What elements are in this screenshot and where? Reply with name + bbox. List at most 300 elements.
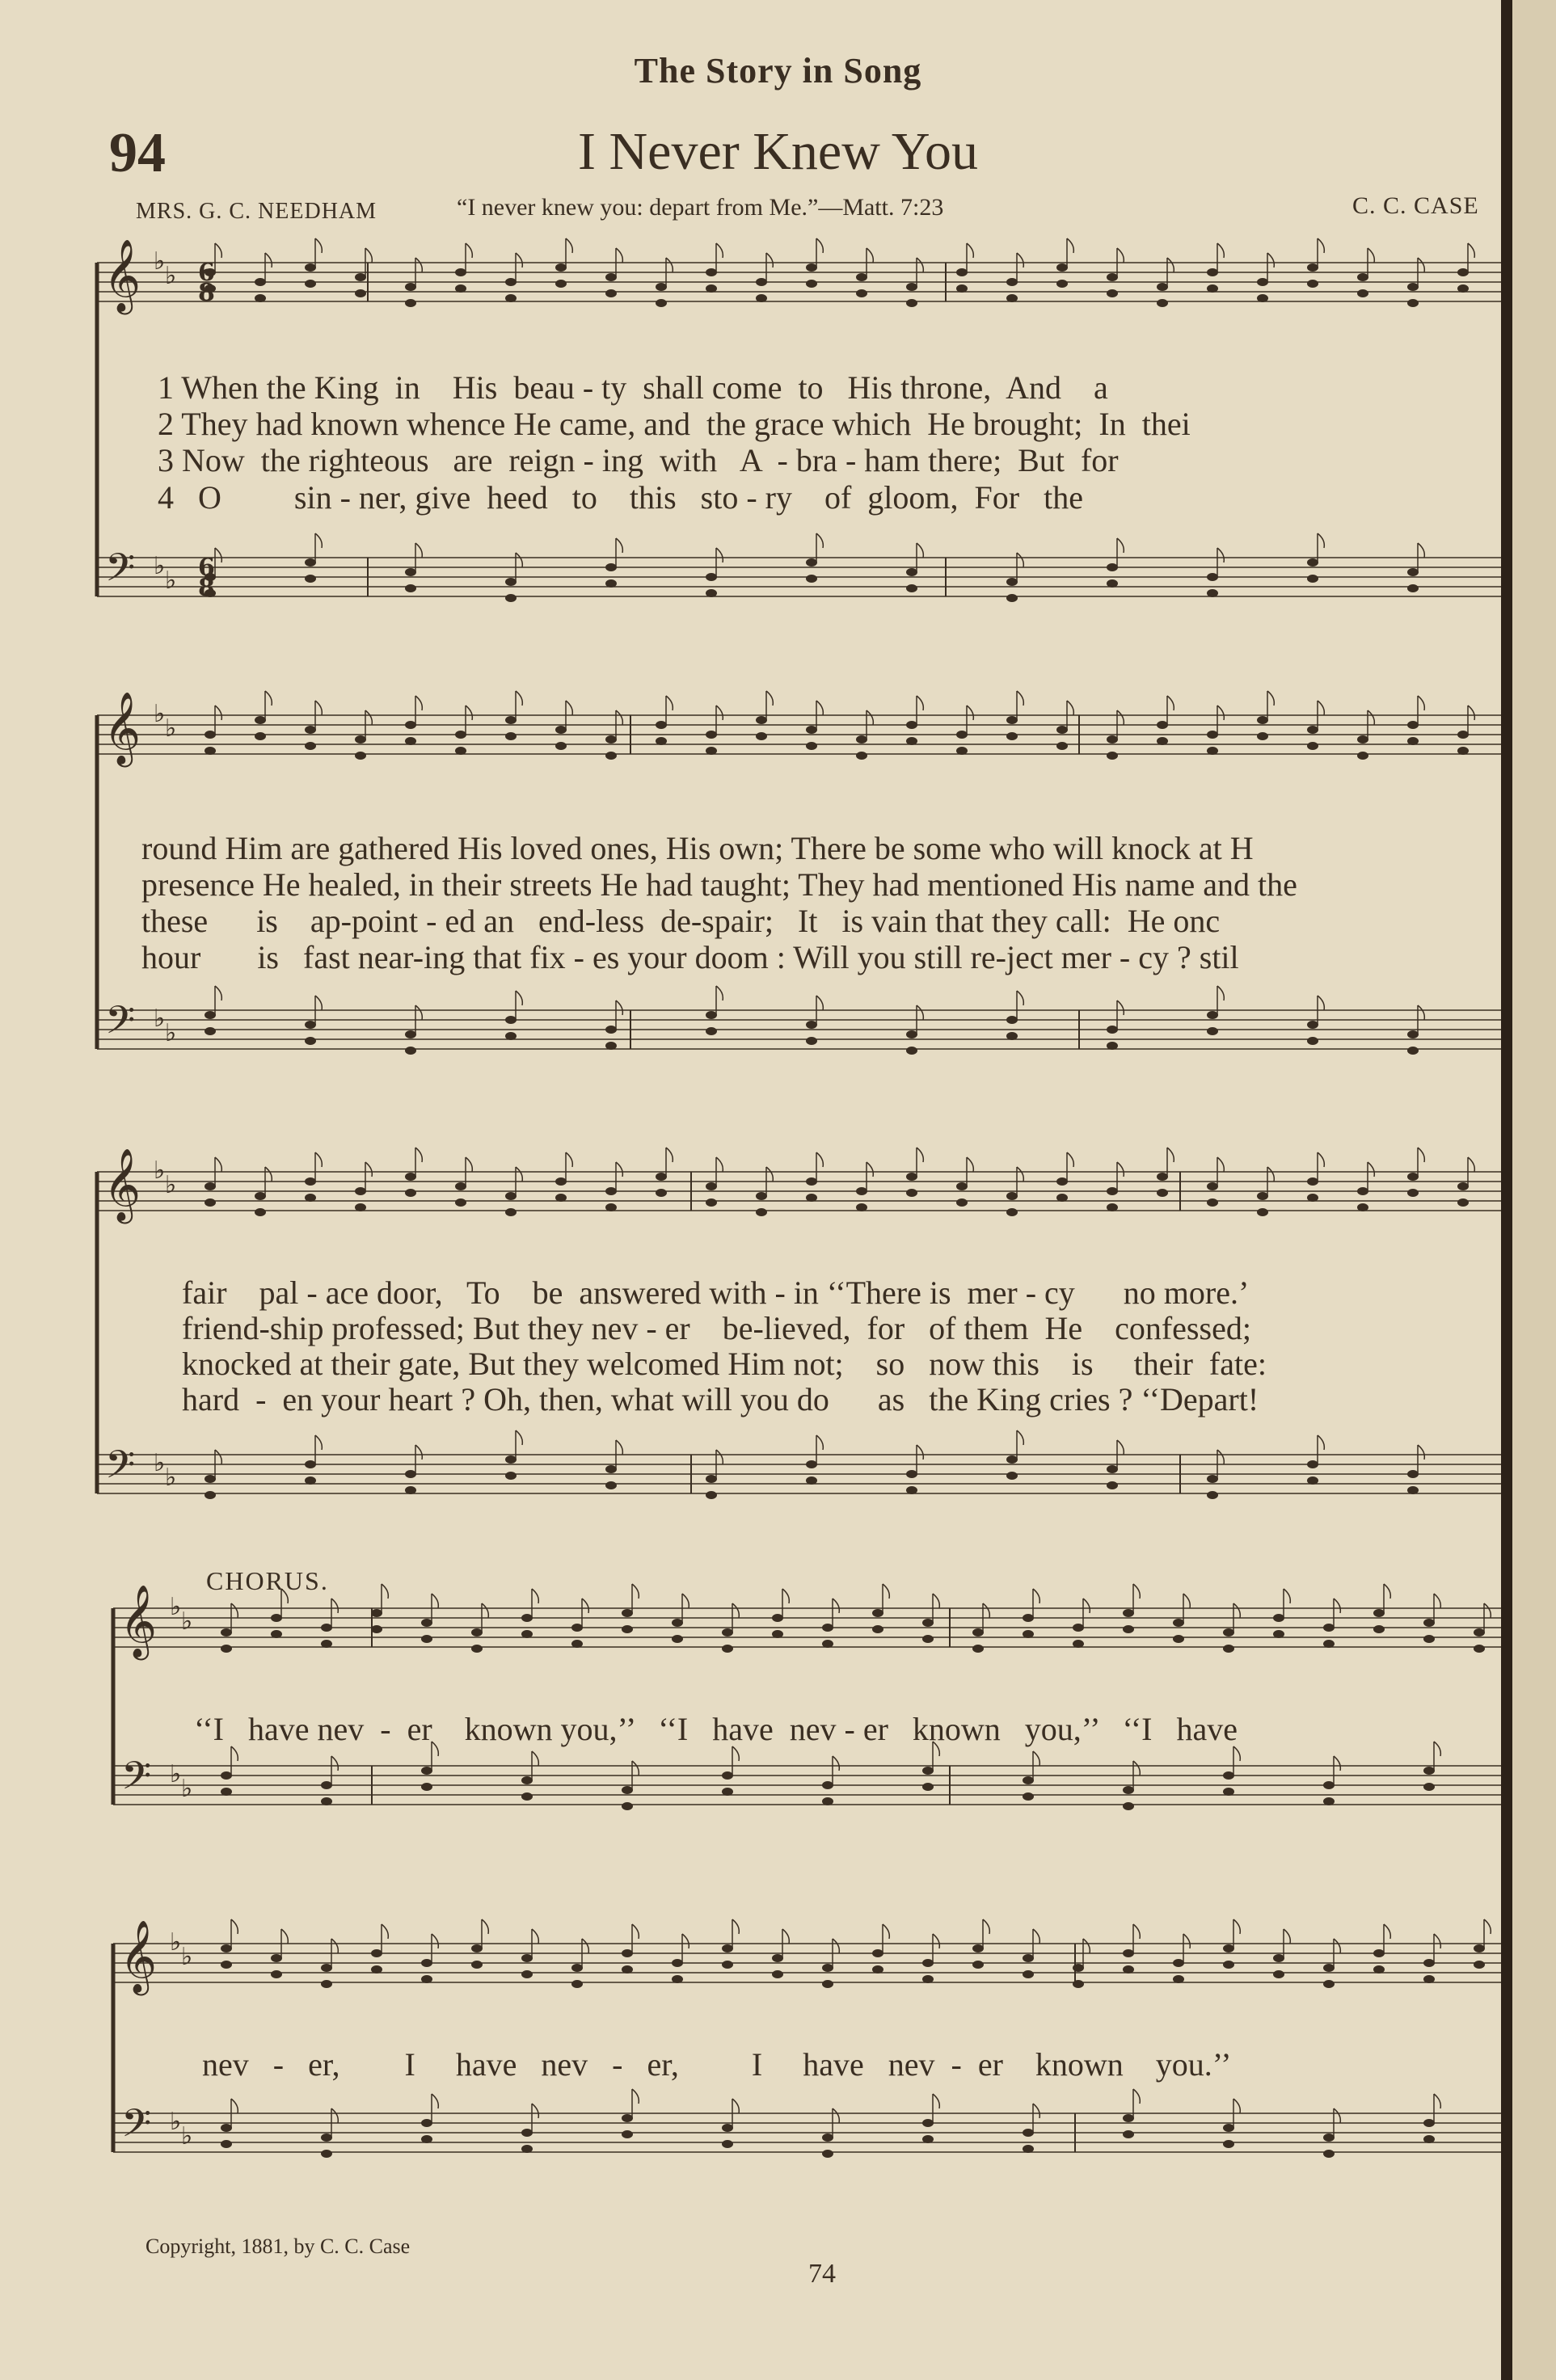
note-head [1023, 1776, 1034, 1784]
note-head [1056, 263, 1068, 272]
note-head [906, 299, 917, 307]
note-head [421, 1619, 432, 1627]
note-flag [516, 253, 522, 267]
note-head [1207, 284, 1218, 293]
note-head [1023, 1954, 1034, 1962]
copyright-notice: Copyright, 1881, by C. C. Case [145, 2235, 411, 2258]
note-head [772, 1954, 783, 1962]
chorus-label: CHORUS. [206, 1566, 329, 1595]
lyric-verse-3-line-3: knocked at their gate, But they welcomed Him not; so now this is their fate: [182, 1346, 1267, 1382]
note-head [305, 1037, 316, 1045]
note-head [706, 284, 717, 293]
note-flag [616, 538, 622, 553]
note-head [1457, 731, 1469, 739]
note-flag [666, 1148, 673, 1162]
note-flag [1217, 243, 1224, 258]
note-head [906, 1030, 917, 1038]
note-head [656, 1173, 667, 1181]
note-flag [532, 1751, 538, 1766]
note-head [906, 584, 917, 592]
note-head [656, 299, 667, 307]
note-head [305, 1021, 316, 1029]
note-head [822, 1781, 833, 1789]
note-flag [415, 543, 422, 558]
note-head [221, 2140, 232, 2148]
note-head [455, 284, 466, 293]
note-flag [1468, 706, 1474, 720]
note-head [1474, 1961, 1485, 1969]
note-head [1407, 1173, 1419, 1181]
note-head [205, 731, 216, 739]
note-flag [582, 1599, 588, 1613]
note-flag [1484, 1919, 1491, 1934]
note-head [1223, 2124, 1234, 2132]
note-flag [616, 710, 622, 725]
note-head [1173, 1959, 1184, 1967]
note-head [1257, 732, 1268, 740]
flat-sign: ♭ [154, 700, 166, 728]
note-head [1006, 278, 1018, 286]
flat-sign: ♭ [170, 1760, 182, 1788]
note-flag [1117, 538, 1124, 553]
note-head [856, 273, 867, 281]
note-head [571, 1640, 583, 1648]
note-head [956, 268, 968, 276]
note-head [756, 278, 767, 286]
note-head [1323, 2150, 1335, 2158]
note-head [1006, 1472, 1018, 1480]
note-head [756, 1192, 767, 1200]
note-head [1207, 268, 1218, 276]
note-head [255, 278, 266, 286]
note-flag [1368, 1162, 1374, 1177]
note-head [806, 1037, 817, 1045]
note-flag [1318, 701, 1324, 715]
note-head [806, 1476, 817, 1485]
note-head [706, 1491, 717, 1499]
note-head [906, 1047, 917, 1055]
note-flag [1183, 1934, 1190, 1948]
note-head [1407, 737, 1419, 745]
note-head [1223, 1771, 1234, 1780]
note-flag [1067, 701, 1073, 715]
note-flag [315, 1435, 322, 1450]
note-flag [1434, 1742, 1440, 1756]
note-head [906, 721, 917, 729]
note-flag [983, 1603, 989, 1618]
note-head [221, 1771, 232, 1780]
note-flag [382, 1924, 388, 1939]
note-flag [833, 1599, 839, 1613]
note-flag [1017, 691, 1023, 706]
note-head [355, 752, 366, 760]
note-flag [315, 996, 322, 1010]
note-flag [331, 1756, 338, 1771]
note-head [1056, 726, 1068, 734]
note-head [806, 1194, 817, 1202]
note-head [622, 2130, 633, 2138]
note-head [622, 1625, 633, 1633]
note-head [421, 1975, 432, 1983]
note-head [505, 716, 517, 724]
note-head [605, 752, 617, 760]
note-head [922, 1635, 934, 1643]
note-head [822, 1964, 833, 1972]
note-head [1257, 1208, 1268, 1216]
note-head [1373, 1609, 1385, 1617]
note-flag [1418, 1445, 1424, 1460]
note-head [221, 1645, 232, 1653]
note-head [355, 273, 366, 281]
note-flag [1167, 696, 1174, 710]
note-flag [1033, 2104, 1039, 2118]
note-head [1407, 299, 1419, 307]
note-flag [1368, 248, 1374, 263]
note-head [906, 283, 917, 291]
note-head [772, 1614, 783, 1622]
note-head [922, 1783, 934, 1791]
note-flag [265, 253, 272, 267]
note-flag [1117, 1440, 1124, 1455]
note-head [555, 280, 567, 288]
note-head [221, 1788, 232, 1796]
note-head [1173, 1975, 1184, 1983]
note-flag [1167, 1148, 1174, 1162]
note-flag [315, 238, 322, 253]
note-head [255, 1192, 266, 1200]
note-head [1023, 1792, 1034, 1801]
note-head [1107, 273, 1118, 281]
note-head [505, 1472, 517, 1480]
note-flag [231, 1746, 238, 1761]
note-head [1423, 1783, 1435, 1791]
note-head [1373, 1625, 1385, 1633]
note-head [906, 1173, 917, 1181]
note-flag [482, 1603, 488, 1618]
note-head [756, 716, 767, 724]
note-head [1323, 1964, 1335, 1972]
note-head [521, 1630, 533, 1638]
note-head [421, 2119, 432, 2127]
note-flag [816, 533, 823, 548]
note-head [1257, 278, 1268, 286]
note-flag [365, 710, 372, 725]
note-flag [1033, 1751, 1039, 1766]
note-flag [315, 533, 322, 548]
note-head [205, 1011, 216, 1019]
note-head [1307, 1021, 1318, 1029]
note-head [1223, 1788, 1234, 1796]
note-flag [1284, 1929, 1290, 1944]
note-head [321, 1624, 332, 1632]
note-flag [516, 991, 522, 1005]
note-flag [716, 548, 723, 562]
note-head [1107, 1042, 1118, 1050]
note-head [1107, 1465, 1118, 1473]
note-head [1207, 747, 1218, 755]
note-head [1423, 1975, 1435, 1983]
lyric-verse-2-line-2: presence He healed, in their streets He had taught; They had mentioned His name and the [141, 866, 1297, 903]
note-head [1323, 1624, 1335, 1632]
note-head [305, 558, 316, 567]
note-head [221, 1961, 232, 1969]
note-head [1207, 1182, 1218, 1190]
note-flag [582, 1939, 588, 1953]
note-head [672, 1619, 683, 1627]
note-head [1273, 1630, 1284, 1638]
note-flag [1133, 1924, 1140, 1939]
note-flag [967, 243, 973, 258]
note-head [922, 1767, 934, 1775]
treble-clef: 𝄞 [120, 1920, 158, 1993]
note-flag [1434, 1594, 1440, 1608]
note-head [1006, 1455, 1018, 1464]
note-head [405, 1173, 416, 1181]
note-head [605, 1187, 617, 1195]
note-head [305, 726, 316, 734]
note-head [221, 1944, 232, 1952]
note-flag [883, 1584, 889, 1599]
note-head [1307, 726, 1318, 734]
note-head [1207, 1491, 1218, 1499]
note-head [221, 1628, 232, 1637]
note-flag [331, 1939, 338, 1953]
note-head [305, 263, 316, 272]
note-head [205, 1198, 216, 1207]
note-head [1307, 263, 1318, 272]
note-head [1123, 2114, 1134, 2122]
note-head [622, 1949, 633, 1957]
note-head [1373, 1965, 1385, 1974]
note-head [906, 1189, 917, 1197]
note-flag [917, 1148, 923, 1162]
note-head [872, 1949, 883, 1957]
note-head [1207, 589, 1218, 597]
lyric-verse-2-line-3: friend-ship professed; But they nev - er be-lieved, for of them He confessed; [182, 1310, 1251, 1346]
note-head [1056, 742, 1068, 750]
note-flag [1318, 996, 1324, 1010]
note-head [555, 1177, 567, 1186]
lyric-verse-4-line-2: hour is fast near-ing that fix - es your doom : Will you still re-ject mer - cy ? stil [141, 939, 1239, 975]
note-flag [1318, 238, 1324, 253]
note-flag [1117, 248, 1124, 263]
note-head [1357, 289, 1368, 297]
note-flag [1217, 1157, 1224, 1172]
note-flag [883, 1924, 889, 1939]
note-head [1257, 1192, 1268, 1200]
note-flag [1217, 548, 1224, 562]
note-flag [1434, 1934, 1440, 1948]
note-flag [917, 1005, 923, 1020]
note-head [1223, 1961, 1234, 1969]
note-head [822, 2150, 833, 2158]
note-head [922, 2135, 934, 2143]
note-head [1107, 289, 1118, 297]
note-head [656, 1189, 667, 1197]
note-flag [532, 2104, 538, 2118]
note-head [1073, 1964, 1084, 1972]
note-flag [616, 248, 622, 263]
note-head [255, 1208, 266, 1216]
note-head [872, 1625, 883, 1633]
note-flag [566, 238, 572, 253]
note-head [806, 558, 817, 567]
note-flag [1167, 258, 1174, 272]
note-flag [331, 2108, 338, 2123]
note-head [1157, 1173, 1168, 1181]
note-flag [516, 1167, 522, 1182]
note-head [656, 737, 667, 745]
note-head [305, 1476, 316, 1485]
note-flag [732, 2099, 739, 2113]
note-head [722, 1961, 733, 1969]
note-flag [215, 548, 221, 562]
note-head [205, 747, 216, 755]
bass-clef: 𝄢 [105, 1442, 136, 1497]
note-head [305, 280, 316, 288]
note-flag [1267, 691, 1274, 706]
note-head [622, 2114, 633, 2122]
note-head [1223, 2140, 1234, 2148]
note-head [822, 1797, 833, 1805]
hymn-title: I Never Knew You [578, 122, 978, 181]
note-head [371, 1949, 382, 1957]
note-head [1073, 1624, 1084, 1632]
note-head [672, 1975, 683, 1983]
note-head [1323, 2134, 1335, 2142]
note-flag [1033, 1589, 1039, 1603]
note-head [1123, 1609, 1134, 1617]
note-head [455, 1182, 466, 1190]
note-head [622, 1786, 633, 1794]
note-head [1457, 284, 1469, 293]
note-head [355, 289, 366, 297]
note-flag [432, 1594, 438, 1608]
note-flag [1318, 1152, 1324, 1167]
treble-clef: 𝄞 [120, 1585, 158, 1658]
note-flag [1233, 1919, 1240, 1934]
lyric-chorus-line-2: nev - er, I have nev - er, I have nev - er known you.’’ [202, 2046, 1232, 2083]
note-head [1107, 1481, 1118, 1489]
note-head [421, 1635, 432, 1643]
note-head [1307, 1460, 1318, 1468]
note-head [806, 280, 817, 288]
flat-sign: ♭ [170, 1593, 182, 1621]
note-flag [482, 1919, 488, 1934]
note-head [722, 2124, 733, 2132]
note-head [706, 589, 717, 597]
facing-page-edge [1512, 0, 1556, 2380]
note-flag [1067, 238, 1073, 253]
note-flag [816, 238, 823, 253]
note-head [1407, 1486, 1419, 1494]
note-head [271, 1630, 282, 1638]
note-head [706, 1182, 717, 1190]
note-head [571, 1964, 583, 1972]
note-head [1107, 1203, 1118, 1211]
note-head [471, 1645, 483, 1653]
note-head [421, 1767, 432, 1775]
treble-clef: 𝄞 [103, 239, 141, 312]
note-flag [1334, 1599, 1340, 1613]
treble-clef: 𝄞 [103, 1148, 141, 1221]
note-flag [1267, 253, 1274, 267]
note-head [271, 1954, 282, 1962]
note-head [1323, 1797, 1335, 1805]
note-head [1323, 1781, 1335, 1789]
note-head [1423, 1959, 1435, 1967]
lyric-verse-1-line-3: fair pal - ace door, To be answered with - in ‘‘There is mer - cy no more.’ [182, 1274, 1250, 1311]
note-flag [1217, 706, 1224, 720]
note-flag [782, 1929, 789, 1944]
note-head [922, 1975, 934, 1983]
note-head [205, 1182, 216, 1190]
note-head [1023, 2129, 1034, 2137]
note-head [471, 1628, 483, 1637]
note-head [1006, 1016, 1018, 1024]
note-head [505, 1192, 517, 1200]
note-flag [215, 243, 221, 258]
note-head [305, 742, 316, 750]
note-head [1056, 1177, 1068, 1186]
note-head [1123, 1802, 1134, 1810]
note-head [1107, 735, 1118, 743]
note-head [405, 1189, 416, 1197]
note-head [1457, 1198, 1469, 1207]
note-flag [365, 1162, 372, 1177]
flat-sign: ♭ [170, 1928, 182, 1957]
note-flag [766, 691, 773, 706]
note-head [806, 1021, 817, 1029]
note-head [371, 1609, 382, 1617]
note-flag [1418, 258, 1424, 272]
note-head [571, 1624, 583, 1632]
note-head [321, 1964, 332, 1972]
time-signature-denominator: 8 [198, 279, 215, 307]
note-head [1157, 283, 1168, 291]
note-head [371, 1625, 382, 1633]
note-head [505, 732, 517, 740]
note-head [255, 716, 266, 724]
note-head [255, 294, 266, 302]
note-flag [1484, 1603, 1491, 1618]
note-head [806, 263, 817, 272]
note-head [1157, 721, 1168, 729]
note-flag [281, 1929, 288, 1944]
note-head [972, 1628, 984, 1637]
note-flag [833, 1939, 839, 1953]
note-flag [632, 1584, 639, 1599]
note-head [1273, 1970, 1284, 1978]
note-flag [1083, 1939, 1090, 1953]
note-head [405, 1486, 416, 1494]
note-head [1207, 1475, 1218, 1483]
note-head [906, 737, 917, 745]
note-head [672, 1959, 683, 1967]
note-head [922, 1619, 934, 1627]
note-head [1107, 563, 1118, 571]
page-number: 74 [808, 2259, 836, 2289]
note-head [1307, 742, 1318, 750]
note-head [706, 731, 717, 739]
note-flag [616, 1440, 622, 1455]
note-head [505, 294, 517, 302]
note-flag [415, 1148, 422, 1162]
note-head [321, 2150, 332, 2158]
note-head [1474, 1645, 1485, 1653]
note-flag [315, 1152, 322, 1167]
note-flag [532, 1589, 538, 1603]
